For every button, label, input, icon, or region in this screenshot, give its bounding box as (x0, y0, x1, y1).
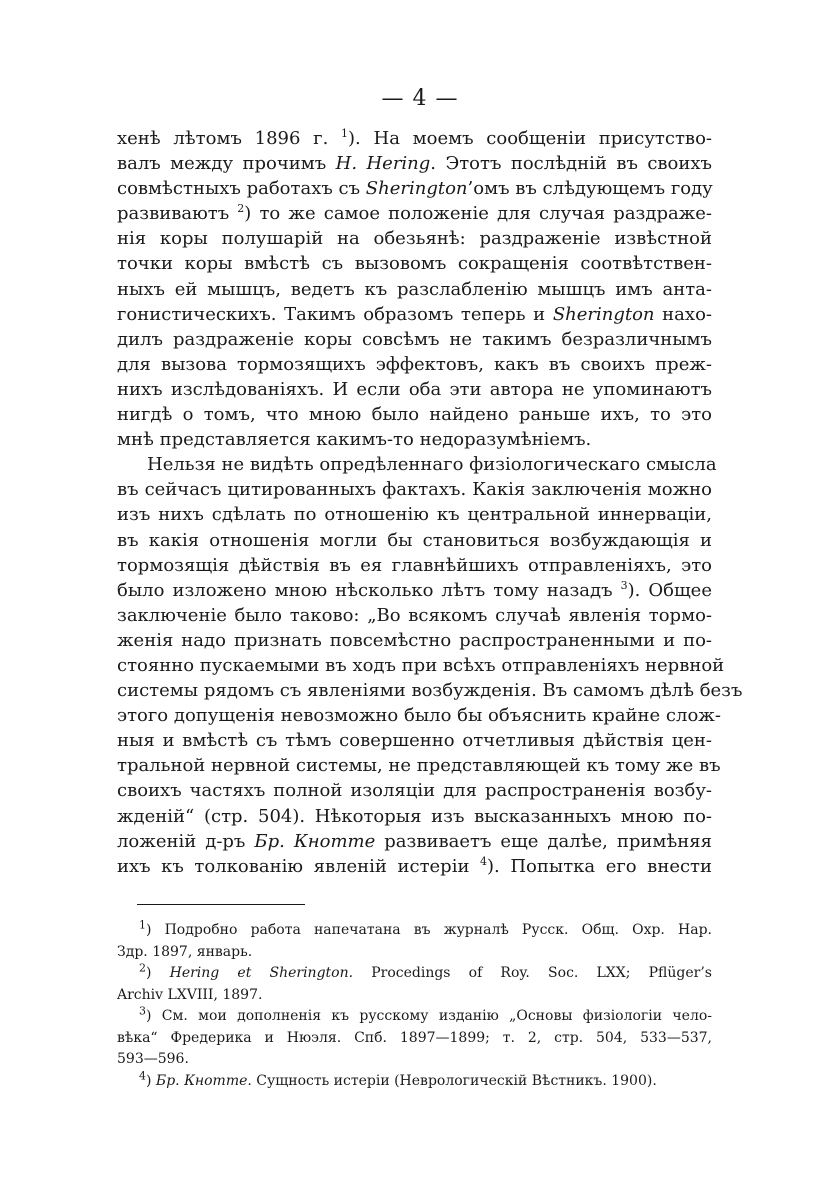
text-line (117, 829, 712, 854)
text-line: тральной нервной системы, не представляющей къ тому же въ (117, 755, 721, 777)
footnote-ref-4: 4 (480, 854, 488, 868)
footnote-3 (117, 1006, 712, 1071)
text-line: ныя и вмѣстѣ съ тѣмъ совершенно отчетливыя дѣйствія цен- (117, 730, 712, 752)
footnote-separator (137, 904, 305, 905)
text-line: точки коры вмѣстѣ съ вызовомъ сокращенія соотвѣтствен- (117, 253, 712, 275)
text-line (117, 1006, 712, 1028)
text-line (117, 126, 712, 151)
text-line: нія коры полушарій на обезьянѣ: раздраженіе извѣстной (117, 228, 712, 250)
footnote-mark: 1 (139, 918, 146, 932)
text-line: системы рядомъ съ явленіями возбужденія. Въ самомъ дѣлѣ безъ (117, 680, 743, 702)
text-run: совмѣстныхъ работахъ съ (117, 178, 366, 200)
text-line: своихъ частяхъ полной изоляціи для распространенія возбу- (117, 780, 712, 802)
text-run: развиваютъ (117, 203, 238, 225)
text-line (117, 578, 712, 603)
body-text (117, 126, 743, 879)
text-run: ’омъ въ слѣдующемъ году (467, 178, 713, 200)
text-line: нихъ изслѣдованіяхъ. И если оба эти автора не упоминаютъ (117, 378, 712, 400)
text-run: хенѣ лѣтомъ 1896 г. (117, 128, 342, 149)
footnote-ref-3: 3 (620, 578, 628, 592)
text-run: . Этотъ послѣдній въ своихъ (430, 153, 712, 175)
footnote-2 (117, 963, 712, 1006)
text-line (117, 854, 712, 879)
text-line: тормозящія дѣйствія въ ея главнѣйшихъ отправленіяхъ, это (117, 554, 712, 576)
text-run: ). Попытка его внести (487, 855, 713, 877)
text-run: ) (146, 965, 170, 981)
author-name: Бр. Кнотте. (155, 1072, 252, 1089)
text-line: ныхъ ей мышцъ, ведетъ къ разслабленію мышцъ имъ анта- (117, 278, 712, 300)
text-run: валъ между прочимъ (117, 153, 336, 175)
author-name: H. Hering (335, 153, 431, 175)
footnote-4 (117, 1068, 712, 1093)
text-line: 593—596. (117, 1051, 189, 1067)
text-run: ложеній д-ръ (117, 830, 255, 852)
text-line (117, 201, 712, 226)
text-run: развиваетъ еще далѣе, примѣняя (375, 830, 712, 852)
text-line: Archiv LXVIII, 1897. (117, 986, 263, 1003)
paragraph-1 (117, 126, 712, 452)
page-number: — 4 — (381, 86, 459, 111)
footnotes (117, 920, 712, 1092)
text-line: мнѣ представляется какимъ-то недоразумѣніемъ. (117, 429, 592, 451)
text-line: жденій“ (стр. 504). Нѣкоторыя изъ высказанныхъ мною по- (117, 805, 712, 827)
text-run: нахо- (654, 303, 712, 325)
text-line (117, 1068, 712, 1093)
footnote-ref-2: 2 (237, 202, 245, 216)
footnote-mark: 4 (139, 1068, 146, 1082)
text-run: было изложено мною нѣсколько лѣтъ тому назадъ (117, 579, 621, 601)
text-line: нигдѣ о томъ, что мною было найдено раньше ихъ, то это (117, 404, 712, 426)
text-line: женія надо признать повсемѣстно распространенными и по- (117, 629, 712, 651)
text-line: изъ нихъ сдѣлать по отношенію къ центральной иннерваціи, (117, 504, 712, 526)
author-name: Sherington (552, 303, 655, 325)
text-run: ) См. мои дополненія къ русскому изданію „Основы физіологіи чело- (146, 1008, 712, 1024)
footnote-1 (117, 920, 712, 963)
footnote-mark: 3 (139, 1004, 146, 1018)
author-name: Бр. Кнотте (254, 830, 376, 852)
text-line: для вызова тормозящихъ эффектовъ, какъ въ своихъ преж- (117, 353, 712, 375)
text-run: ) то же самое положеніе для случая раздраже- (244, 203, 712, 225)
text-line: этого допущенія невозможно было бы объяснить крайне слож- (117, 705, 721, 727)
text-run: ). На моемъ сообщеніи присутство- (348, 128, 712, 149)
footnote-ref-1: 1 (341, 127, 349, 140)
text-line: въ какія отношенія могли бы становиться возбуждающія и (117, 529, 712, 551)
footnote-mark: 2 (139, 961, 146, 975)
text-line: Нельзя не видѣть опредѣленнаго физіологическаго смысла (147, 454, 717, 476)
text-run: ) (146, 1072, 156, 1089)
text-line: вѣка“ Фредерика и Нюэля. Спб. 1897—1899; т. 2, стр. 504, 533—537, (117, 1029, 712, 1046)
text-run: ) Подробно работа напечатана въ журналѣ Русск. Общ. Охр. Нар. (146, 922, 712, 938)
author-name: Sherington (365, 178, 468, 200)
text-line (117, 151, 712, 176)
text-line: Здр. 1897, январь. (117, 943, 253, 960)
text-line: заключеніе было таково: „Во всякомъ случаѣ явленія тормо- (117, 604, 712, 626)
text-line: стоянно пускаемыми въ ходъ при всѣхъ отправленіяхъ нервной (117, 654, 725, 676)
text-run: Procedings of Roy. Soc. LXX; Pflüger’s (353, 965, 712, 981)
text-run: гонистическихъ. Такимъ образомъ теперь и (117, 303, 553, 325)
text-line (117, 963, 712, 985)
author-name: Hering et Sherington. (169, 965, 354, 981)
text-line: въ сейчасъ цитированныхъ фактахъ. Какія заключенія можно (117, 479, 712, 501)
text-run: ихъ къ толкованію явленій истеріи (117, 855, 481, 877)
text-line (117, 920, 712, 942)
text-line (117, 176, 712, 201)
text-run: ). Общее (627, 579, 712, 601)
text-line (117, 302, 712, 327)
paragraph-2 (117, 452, 743, 879)
text-line: дилъ раздраженіе коры совсѣмъ не такимъ безразличнымъ (117, 328, 712, 350)
text-run: Сущность истеріи (Неврологическій Вѣстникъ. 1900). (251, 1072, 657, 1089)
